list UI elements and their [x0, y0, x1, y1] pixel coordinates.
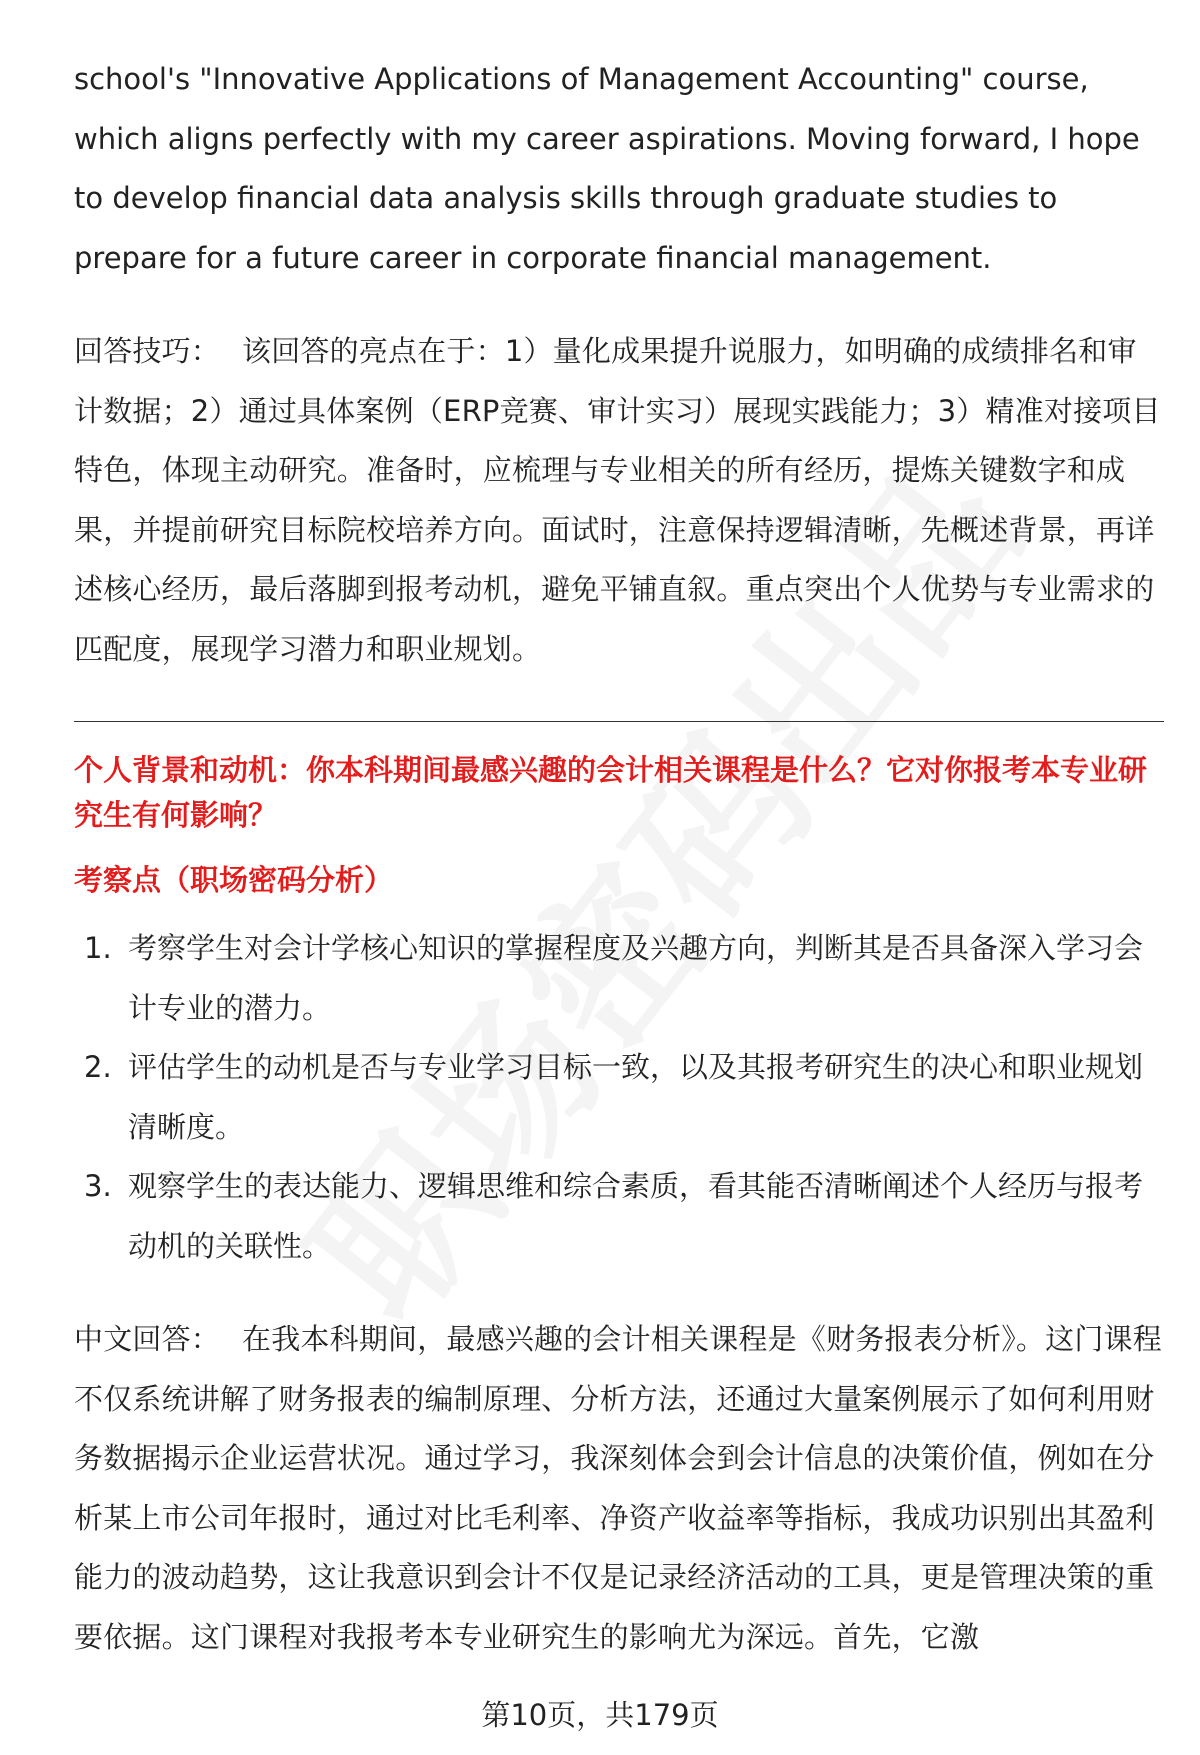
tips-label: 回答技巧： [74, 334, 221, 368]
focus-point-number: 3. [84, 1169, 112, 1203]
focus-point-item [74, 919, 1164, 1038]
focus-point-number: 2. [84, 1050, 112, 1084]
focus-point-number: 1. [84, 931, 112, 965]
answer-paragraph [74, 1310, 1164, 1667]
focus-point-item [74, 1157, 1164, 1276]
focus-point-text: 评估学生的动机是否与专业学习目标一致，以及其报考研究生的决心和职业规划清晰度。 [128, 1050, 1144, 1144]
focus-point-item [74, 1038, 1164, 1157]
tips-paragraph [74, 322, 1164, 679]
page-content [74, 50, 1164, 1667]
focus-heading: 考察点（职场密码分析） [74, 863, 394, 897]
answer-label: 中文回答： [74, 1322, 221, 1356]
focus-points-list [74, 919, 1164, 1276]
tips-text: 该回答的亮点在于：1）量化成果提升说服力，如明确的成绩排名和审计数据；2）通过具体案例（ERP竞赛、审计实习）展现实践能力；3）精准对接项目特色，体现主动研究。准备时，应梳理与专业相关的所有经历，提炼关键数字和成果，并提前研究目标院校培养方向。面试时，注意保持逻辑清晰，先概述背景，再详述核心经历，最后落脚到报考动机，避免平铺直叙。重点突出个人优势与专业需求的匹配度，展现学习潜力和职业规划。 [74, 334, 1161, 666]
page-number-footer: 第10页，共179页 [481, 1698, 719, 1732]
answer-text: 在我本科期间，最感兴趣的会计相关课程是《财务报表分析》。这门课程不仅系统讲解了财务报表的编制原理、分析方法，还通过大量案例展示了如何利用财务数据揭示企业运营状况。通过学习，我深刻体会到会计信息的决策价值，例如在分析某上市公司年报时，通过对比毛利率、净资产收益率等指标，我成功识别出其盈利能力的波动趋势，这让我意识到会计不仅是记录经济活动的工具，更是管理决策的重要依据。这门课程对我报考本专业研究生的影响尤为深远。首先，它激 [74, 1322, 1162, 1654]
intro-english-paragraph: school's "Innovative Applications of Management Accounting" course, which aligns perfectly with my career aspirations. Moving forward, I hope to develop financial data analysis skills through graduate studies to prepare for a future career in corporate financial management. [74, 62, 1140, 275]
question-heading: 个人背景和动机：你本科期间最感兴趣的会计相关课程是什么？它对你报考本专业研究生有何影响？ [74, 753, 1148, 832]
section-divider [74, 721, 1164, 722]
focus-point-text: 观察学生的表达能力、逻辑思维和综合素质，看其能否清晰阐述个人经历与报考动机的关联性。 [128, 1169, 1144, 1263]
focus-point-text: 考察学生对会计学核心知识的掌握程度及兴趣方向，判断其是否具备深入学习会计专业的潜力。 [128, 931, 1144, 1025]
